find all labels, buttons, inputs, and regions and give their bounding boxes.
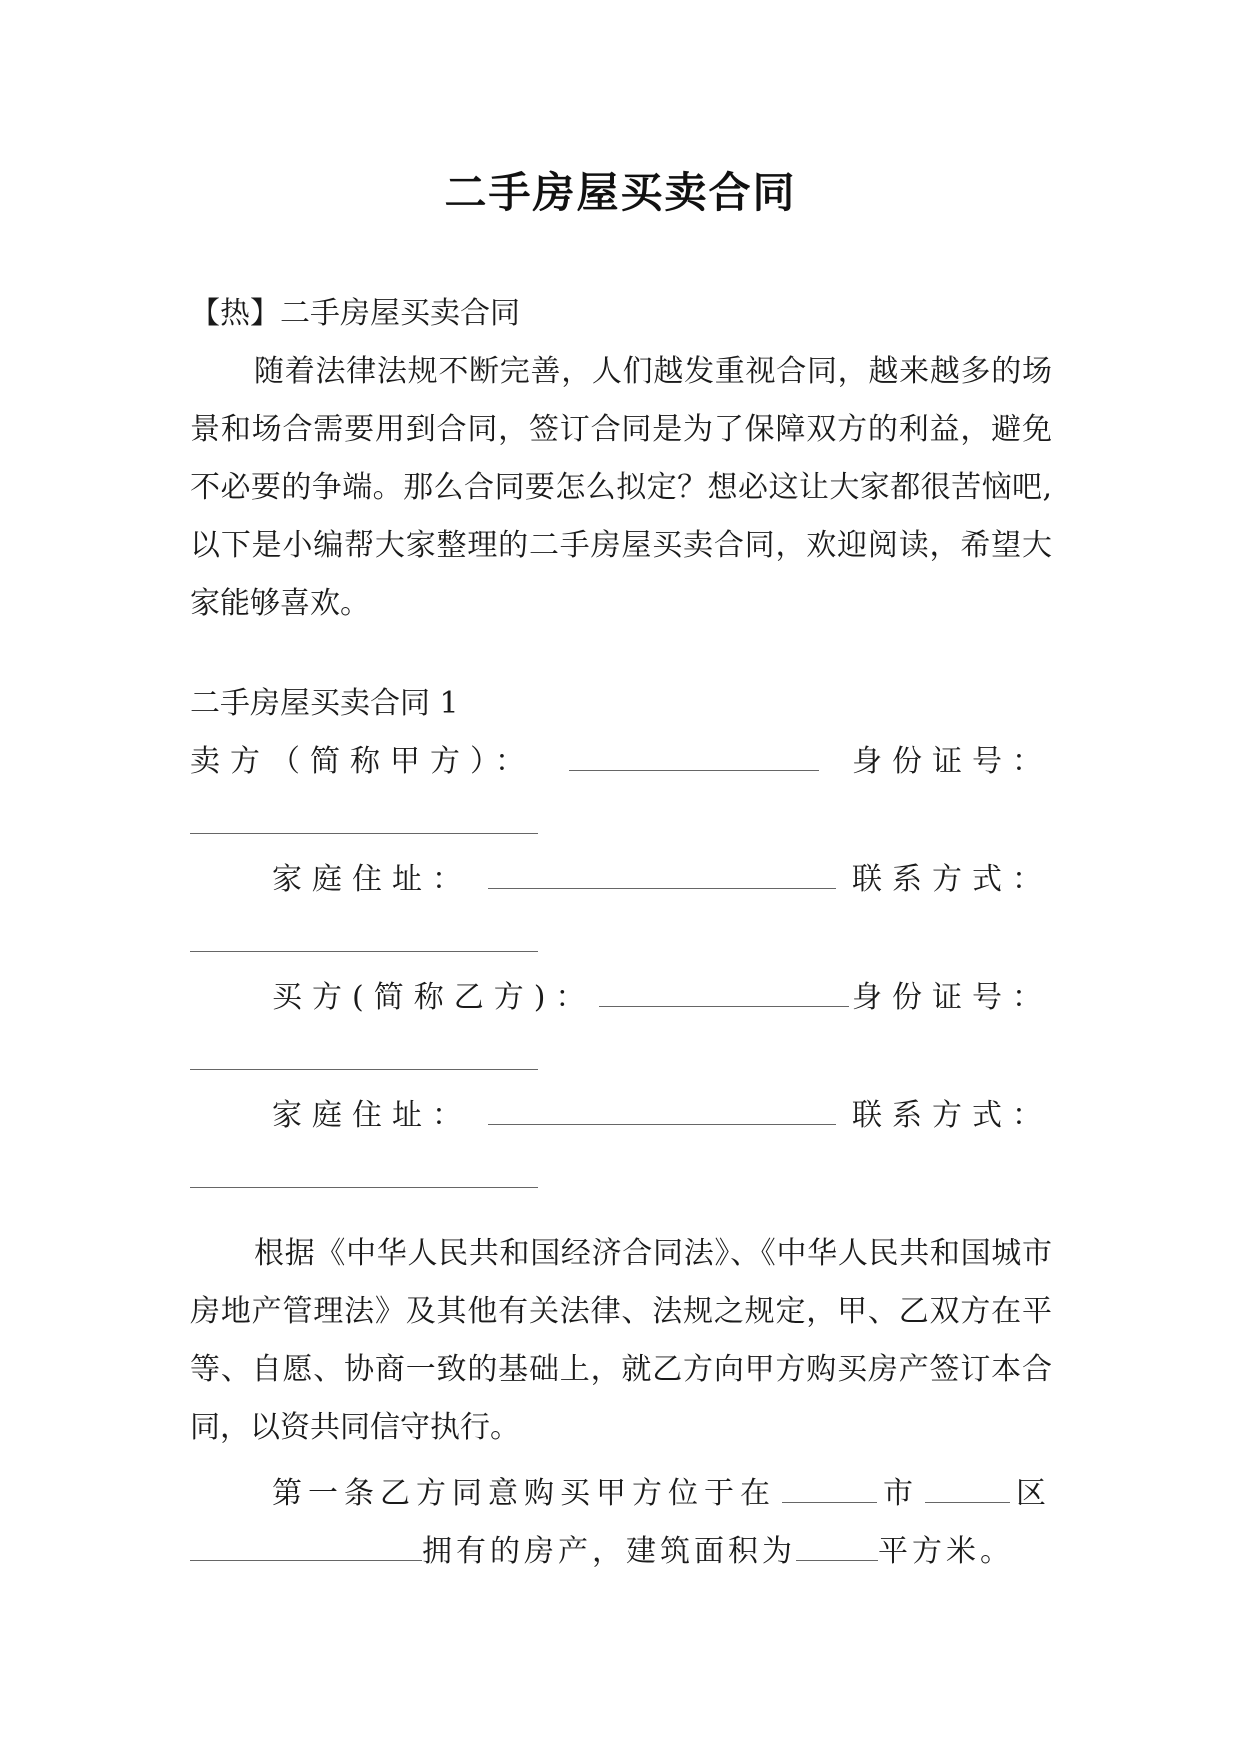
seller-id-row (190, 791, 1052, 849)
buyer-contact-blank[interactable] (190, 1165, 538, 1188)
article1-block (190, 1465, 1052, 1581)
buyer-id-label: 身份证号： (851, 980, 1052, 1015)
buyer-address-label: 家庭住址： (272, 1098, 472, 1133)
article1-district: 区 (1016, 1476, 1052, 1511)
buyer-contact-label: 联系方式： (852, 1098, 1052, 1133)
buyer-label: 买方(简称乙方)： (272, 980, 596, 1015)
buyer-id-blank[interactable] (190, 1047, 538, 1070)
basis-block (190, 1225, 1052, 1457)
article1-text1: 第一条乙方同意购买甲方位于在 (272, 1476, 776, 1511)
buyer-address-blank[interactable] (488, 1102, 836, 1125)
seller-line (190, 733, 1052, 791)
buyer-contact-row (190, 1145, 1052, 1203)
doc-heading-block (190, 285, 1052, 343)
seller-contact-row (190, 909, 1052, 967)
buyer-address-block (190, 1087, 1052, 1203)
section-title: 二手房屋买卖合同 1 (190, 686, 459, 721)
area-blank[interactable] (796, 1538, 878, 1561)
buyer-line (190, 969, 1052, 1027)
article1-line2 (190, 1523, 1052, 1581)
seller-address-block (190, 851, 1052, 967)
doc-heading: 【热】二手房屋买卖合同 (190, 296, 520, 331)
buyer-id-row (190, 1027, 1052, 1085)
buyer-address-line (190, 1087, 1052, 1145)
location-blank[interactable] (190, 1538, 422, 1561)
seller-contact-blank[interactable] (190, 929, 538, 952)
seller-address-label: 家庭住址： (272, 862, 472, 897)
article1-unit: 平方米。 (878, 1534, 1014, 1569)
seller-id-label: 身份证号： (852, 744, 1052, 779)
basis-paragraph: 根据《中华人民共和国经济合同法》、《中华人民共和国城市房地产管理法》及其他有关法律、法规之规定，甲、乙双方在平等、自愿、协商一致的基础上，就乙方向甲方购买房产签订本合同，以资共同信守执行。 (190, 1236, 1052, 1445)
seller-block (190, 733, 1052, 849)
seller-address-line (190, 851, 1052, 909)
intro-paragraph: 随着法律法规不断完善，人们越发重视合同，越来越多的场景和场合需要用到合同，签订合同是为了保障双方的利益，避免不必要的争端。那么合同要怎么拟定？想必这让大家都很苦恼吧,以下是小编帮大家整理的二手房屋买卖合同，欢迎阅读，希望大家能够喜欢。 (190, 354, 1052, 621)
section-title-block (190, 675, 1052, 733)
seller-id-blank[interactable] (190, 811, 538, 834)
intro-block (190, 343, 1052, 633)
seller-contact-label: 联系方式： (852, 862, 1052, 897)
article1-city: 市 (883, 1476, 919, 1511)
seller-label: 卖方（简称甲方）： (190, 744, 535, 779)
city-blank[interactable] (782, 1480, 877, 1503)
buyer-block (190, 969, 1052, 1085)
seller-name-blank[interactable] (569, 748, 819, 771)
article1-text2: 拥有的房产，建筑面积为 (422, 1534, 796, 1569)
seller-address-blank[interactable] (488, 866, 836, 889)
buyer-name-blank[interactable] (599, 984, 849, 1007)
article1-line1 (190, 1465, 1052, 1523)
page-title: 二手房屋买卖合同 (444, 168, 797, 217)
district-blank[interactable] (925, 1480, 1010, 1503)
